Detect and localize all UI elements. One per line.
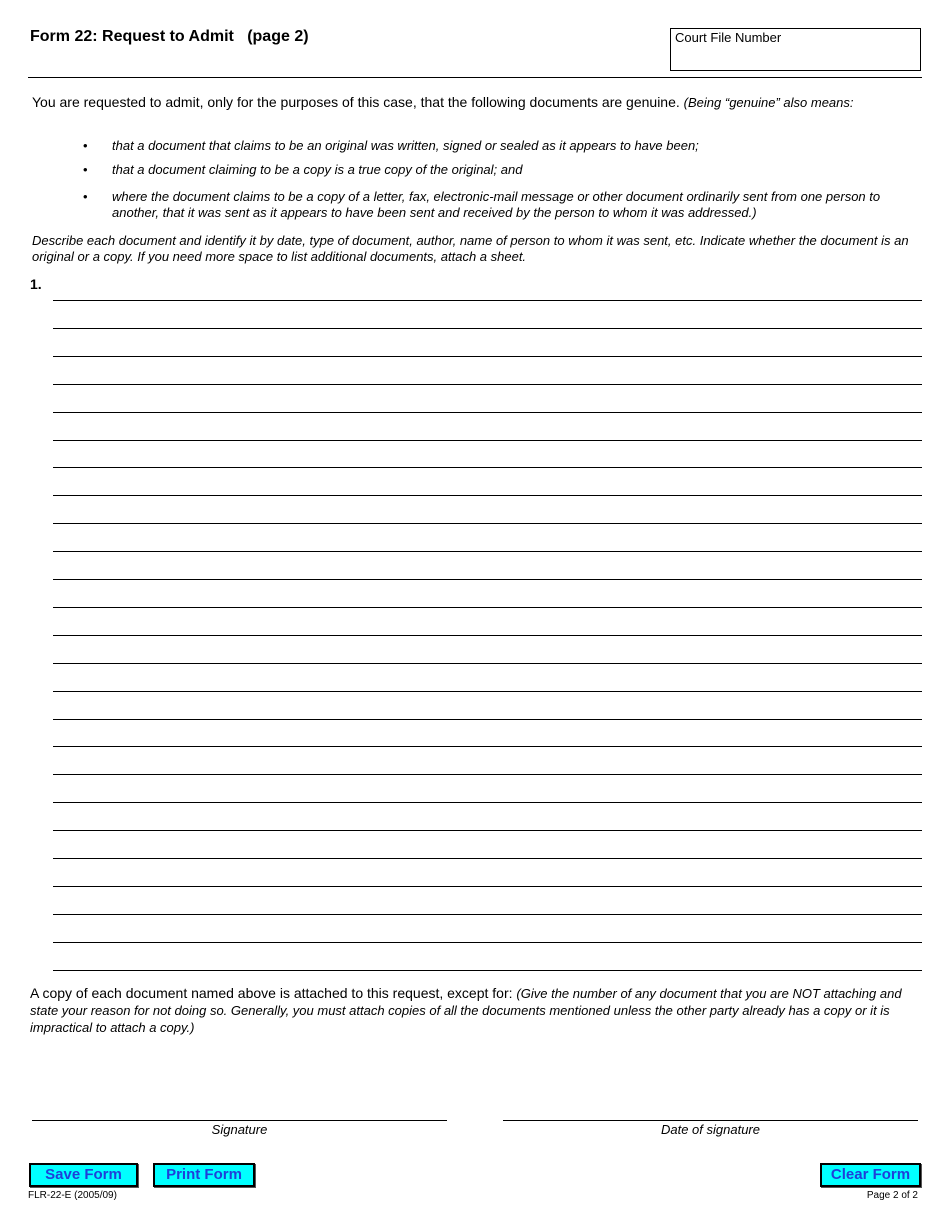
document-entry-line[interactable]	[53, 607, 922, 608]
bullet-icon: •	[83, 189, 88, 204]
document-entry-line[interactable]	[53, 467, 922, 468]
document-entry-line[interactable]	[53, 579, 922, 580]
document-item-number: 1.	[30, 276, 42, 292]
clear-form-button[interactable]: Clear Form	[820, 1163, 921, 1187]
document-entry-line[interactable]	[53, 384, 922, 385]
document-entry-line[interactable]	[53, 356, 922, 357]
document-entry-line[interactable]	[53, 412, 922, 413]
describe-instructions: Describe each document and identify it by date, type of document, author, name of person to whom it was sent, etc. Indicate whether the document is an original or a copy. If you need more space to list additional documents, attach a sheet.	[32, 233, 909, 264]
bullet-text: that a document claiming to be a copy is a true copy of the original; and	[112, 162, 523, 177]
document-entry-line[interactable]	[53, 942, 922, 943]
document-entry-line[interactable]	[53, 495, 922, 496]
copy-main-text: A copy of each document named above is attached to this request, except for:	[30, 985, 513, 1001]
document-entry-line[interactable]	[53, 300, 922, 301]
court-file-number-field[interactable]	[670, 28, 921, 71]
document-entry-line[interactable]	[53, 719, 922, 720]
document-entry-line[interactable]	[53, 914, 922, 915]
attached-copies-paragraph	[30, 985, 920, 1036]
print-form-button[interactable]: Print Form	[153, 1163, 255, 1187]
intro-main-text: You are requested to admit, only for the purposes of this case, that the following documents are genuine.	[32, 94, 680, 110]
signature-line[interactable]	[32, 1120, 447, 1121]
document-entry-line[interactable]	[53, 774, 922, 775]
date-of-signature-line[interactable]	[503, 1120, 918, 1121]
date-of-signature-label: Date of signature	[660, 1122, 760, 1137]
document-entry-line[interactable]	[53, 886, 922, 887]
signature-label: Signature	[211, 1122, 268, 1137]
document-entry-line[interactable]	[53, 328, 922, 329]
bullet-text: that a document that claims to be an original was written, signed or sealed as it appears to have been;	[112, 138, 699, 153]
document-entry-line[interactable]	[53, 802, 922, 803]
form-code: FLR-22-E (2005/09)	[28, 1190, 117, 1201]
bullet-icon: •	[83, 162, 88, 177]
document-entry-line[interactable]	[53, 523, 922, 524]
page-number: Page 2 of 2	[866, 1190, 918, 1201]
document-entry-line[interactable]	[53, 635, 922, 636]
document-entry-line[interactable]	[53, 551, 922, 552]
document-entry-line[interactable]	[53, 746, 922, 747]
intro-paragraph	[32, 93, 912, 112]
page-title: Form 22: Request to Admit (page 2)	[30, 28, 309, 45]
document-entry-line[interactable]	[53, 970, 922, 971]
court-file-number-label: Court File Number	[675, 30, 782, 45]
document-entry-line[interactable]	[53, 858, 922, 859]
bullet-text: where the document claims to be a copy of a letter, fax, electronic-mail message or other document ordinarily sent from one person to another, that it was sent as it appears to have been sent and received by the person to whom it was addressed.)	[112, 189, 881, 220]
intro-note-text: (Being “genuine” also means:	[683, 95, 854, 110]
document-entry-line[interactable]	[53, 663, 922, 664]
header-divider	[28, 77, 922, 78]
copy-note-text: (Give the number of any document that you are NOT attaching and state your reason for not doing so. Generally, you must attach copies of all the documents mentioned unless the other party already has a copy or it is impractical to attach a copy.)	[30, 986, 902, 1035]
document-entry-line[interactable]	[53, 691, 922, 692]
save-form-button[interactable]: Save Form	[29, 1163, 138, 1187]
bullet-icon: •	[83, 138, 88, 153]
document-entry-line[interactable]	[53, 440, 922, 441]
document-entry-line[interactable]	[53, 830, 922, 831]
